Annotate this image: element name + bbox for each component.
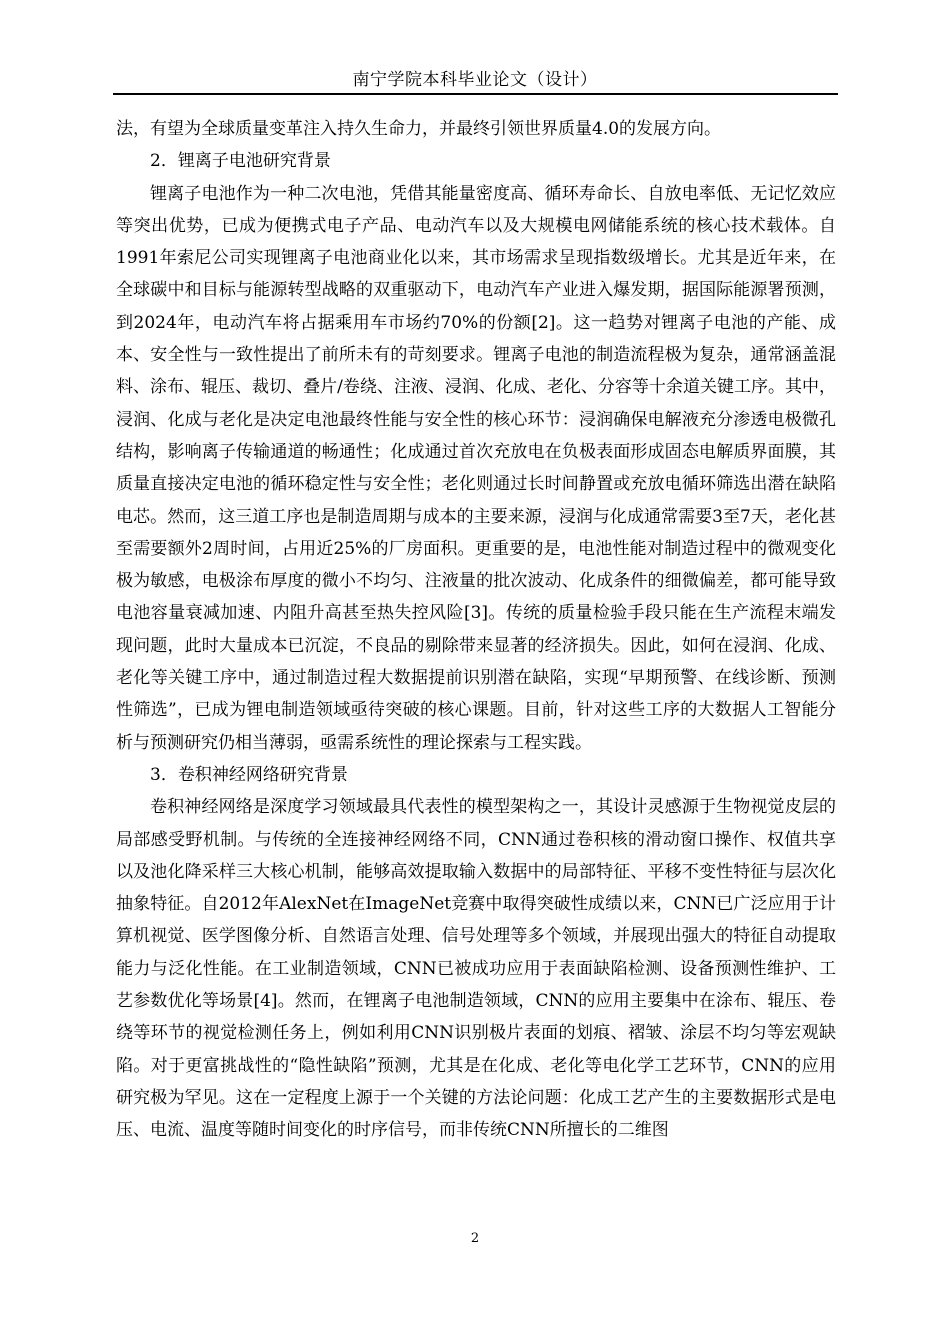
header-divider [113,93,838,95]
section-heading-li-ion: 2．锂离子电池研究背景 [150,151,331,172]
page-number: 2 [470,1231,480,1246]
paragraph-cnn-background: 卷积神经网络是深度学习领域最具代表性的模型架构之一，其设计灵感源于生物视觉皮层的局部感受野机制。与传统的全连接神经网络不同，CNN通过卷积核的滑动窗口操作、权值共享以及池化降采样三大核心机制，能够高效提取输入数据中的局部特征、平移不变性特征与层次化抽象特征。自2012年AlexNet在ImageNet竞赛中取得突破性成绩以来，CNN已广泛应用于计算机视觉、医学图像分析、自然语言处理、信号处理等多个领域，并展现出强大的特征自动提取能力与泛化性能。在工业制造领域，CNN已被成功应用于表面缺陷检测、设备预测性维护、工艺参数优化等场景[4]。然而，在锂离子电池制造领域，CNN的应用主要集中在涂布、辊压、卷绕等环节的视觉检测任务上，例如利用CNN识别极片表面的划痕、褶皱、涂层不均匀等宏观缺陷。对于更富挑战性的“隐性缺陷”预测，尤其是在化成、老化等电化学工艺环节，CNN的应用研究极为罕见。这在一定程度上源于一个关键的方法论问题：化成工艺产生的主要数据形式是电压、电流、温度等随时间变化的时序信号，而非传统CNN所擅长的二维图 [116,797,836,1141]
running-header-title: 南宁学院本科毕业论文（设计） [352,70,598,90]
section-heading-cnn: 3．卷积神经网络研究背景 [150,764,348,785]
paragraph-li-ion-background: 锂离子电池作为一种二次电池，凭借其能量密度高、循环寿命长、自放电率低、无记忆效应等突出优势，已成为便携式电子产品、电动汽车以及大规模电网储能系统的核心技术载体。自1991年索尼公司实现锂离子电池商业化以来，其市场需求呈现指数级增长。尤其是近年来，在全球碳中和目标与能源转型战略的双重驱动下，电动汽车产业进入爆发期，据国际能源署预测，到2024年，电动汽车将占据乘用车市场约70%的份额[2]。这一趋势对锂离子电池的产能、成本、安全性与一致性提出了前所未有的苛刻要求。锂离子电池的制造流程极为复杂，通常涵盖混料、涂布、辊压、裁切、叠片/卷绕、注液、浸润、化成、老化、分容等十余道关键工序。其中，浸润、化成与老化是决定电池最终性能与安全性的核心环节：浸润确保电解液充分渗透电极微孔结构，影响离子传输通道的畅通性；化成通过首次充放电在负极表面形成固态电解质界面膜，其质量直接决定电池的循环稳定性与安全性；老化则通过长时间静置或充放电循环筛选出潜在缺陷电芯。然而，这三道工序也是制造周期与成本的主要来源，浸润与化成通常需要3至7天，老化甚至需要额外2周时间，占用近25%的厂房面积。更重要的是，电池性能对制造过程中的微观变化极为敏感，电极涂布厚度的微小不均匀、注液量的批次波动、化成条件的细微偏差，都可能导致电池容量衰减加速、内阻升高甚至热失控风险[3]。传统的质量检验手段只能在生产流程末端发现问题，此时大量成本已沉淀，不良品的剔除带来显著的经济损失。因此，如何在浸润、化成、老化等关键工序中，通过制造过程大数据提前识别潜在缺陷，实现“早期预警、在线诊断、预测性筛选”，已成为锂电制造领域亟待突破的核心课题。目前，针对这些工序的大数据人工智能分析与预测研究仍相当薄弱，亟需系统性的理论探索与工程实践。 [116,183,836,753]
page-body [116,113,836,1147]
paragraph-continuation: 法，有望为全球质量变革注入持久生命力，并最终引领世界质量4.0的发展方向。 [116,119,722,139]
